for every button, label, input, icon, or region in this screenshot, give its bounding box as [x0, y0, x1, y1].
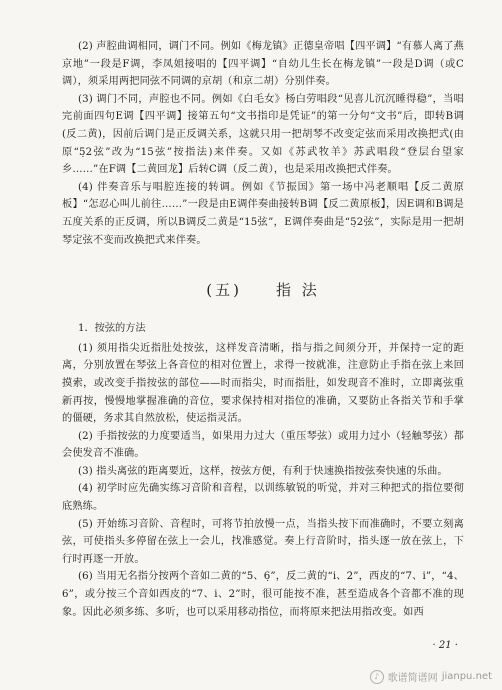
paragraph: (1) 须用指尖近指肚处按弦，这样发音清晰，指与指之间须分开，并保持一定的距离，分别放置在琴弦上各音位的相对位置上，求得一按就准，注意防止手指在弦上来回摸索，或改变手指按弦的部位——时而指尖，时而指肚，如发现音不准时，立即离弦重新再按，慢慢地掌握准确的音位，要求保持相对指位的准确，又要防止各指关节和手掌的僵硬，务求其自然放松，使运指灵活。	[62, 342, 464, 425]
paragraph: (6) 当用无名指分按两个音如二黄的“5、6̣”，反二黄的“i̇、2̇”，西皮的“7、i̇”，“4、6”，或分按三个音如西皮的“7、i̇、2̇”时，很可能按不准，甚至造成各个音都不准的现象。因此必须多练、多听，也可以采用移动指位，而将原来把法用指改变。如西	[62, 571, 464, 618]
section-title-number: (五)	[206, 281, 242, 300]
paragraph: (3) 指头离弦的距离要近，这样，按弦方便，有利于快速换指按弦奏快速的乐曲。	[78, 465, 448, 477]
paragraph: (2) 声腔曲调相同，调门不同。例如《梅龙镇》正德皇帝唱【四平调】“有慕人离了燕京地”一段是F调，李凤姐接唱的【四平调】“自幼儿生长在梅龙镇”一段是D调（或C调），须采用两把同弦不同调的京胡（和京二胡）分别伴奏。	[62, 41, 464, 88]
section-title	[62, 279, 464, 300]
watermark-text: 歌谱简谱网	[387, 673, 438, 684]
paragraph: (2) 手指按弦的力度要适当，如果用力过大（重压琴弦）或用力过小（轻触琴弦）都会使发音不准确。	[62, 430, 464, 460]
site-watermark	[370, 669, 492, 684]
music-note-icon: ♪	[370, 670, 384, 684]
page-number: · 21 ·	[432, 640, 458, 651]
subheading: 1．按弦的方法	[78, 323, 146, 335]
paragraph: (3) 调门不同，声腔也不同。例如《白毛女》杨白劳唱段“见喜儿沉沉睡得稳”，当唱完前面四句E调【四平调】接第五句“文书指印是凭证”的第一分句“文书”后，即转B调(反二黄)，因前后调门是正反调关系，这就只用一把胡琴不改变定弦而采用改换把式(由原“5̣2弦”改为“15弦”按指法)来伴奏。又如《苏武牧羊》苏武唱段“登层台望家乡……”在F调【二黄回龙】后转C调（反二黄），也是采用改换把式伴奏。	[62, 93, 464, 176]
paragraph: (4) 初学时应先确实练习音阶和音程，以训练敏锐的听觉，并对三种把式的指位要彻底熟练。	[62, 483, 464, 513]
section-title-text: 指 法	[275, 281, 320, 300]
paragraph: (4) 伴奏音乐与唱腔连接的转调。例如《节振国》第一场中冯老顺唱【反二黄原板】“怎忍心叫儿前往……”一段是由E调伴奏曲接转B调【反二黄原板】，因E调和B调是五度关系的正反调，所以B调反二黄是“15弦”，E调伴奏曲是“5̣2弦”，实际是用一把胡琴定弦不变而改换把式来伴奏。	[62, 181, 464, 246]
paragraph: (5) 开始练习音阶、音程时，可将节拍放慢一点，当指头按下而准确时，不要立刻离弦，可使指头多停留在弦上一会儿，找准感觉。奏上行音阶时，指头逐一放在弦上，下行时再逐一开放。	[62, 518, 464, 565]
watermark-url: jianpu.net	[441, 671, 492, 682]
